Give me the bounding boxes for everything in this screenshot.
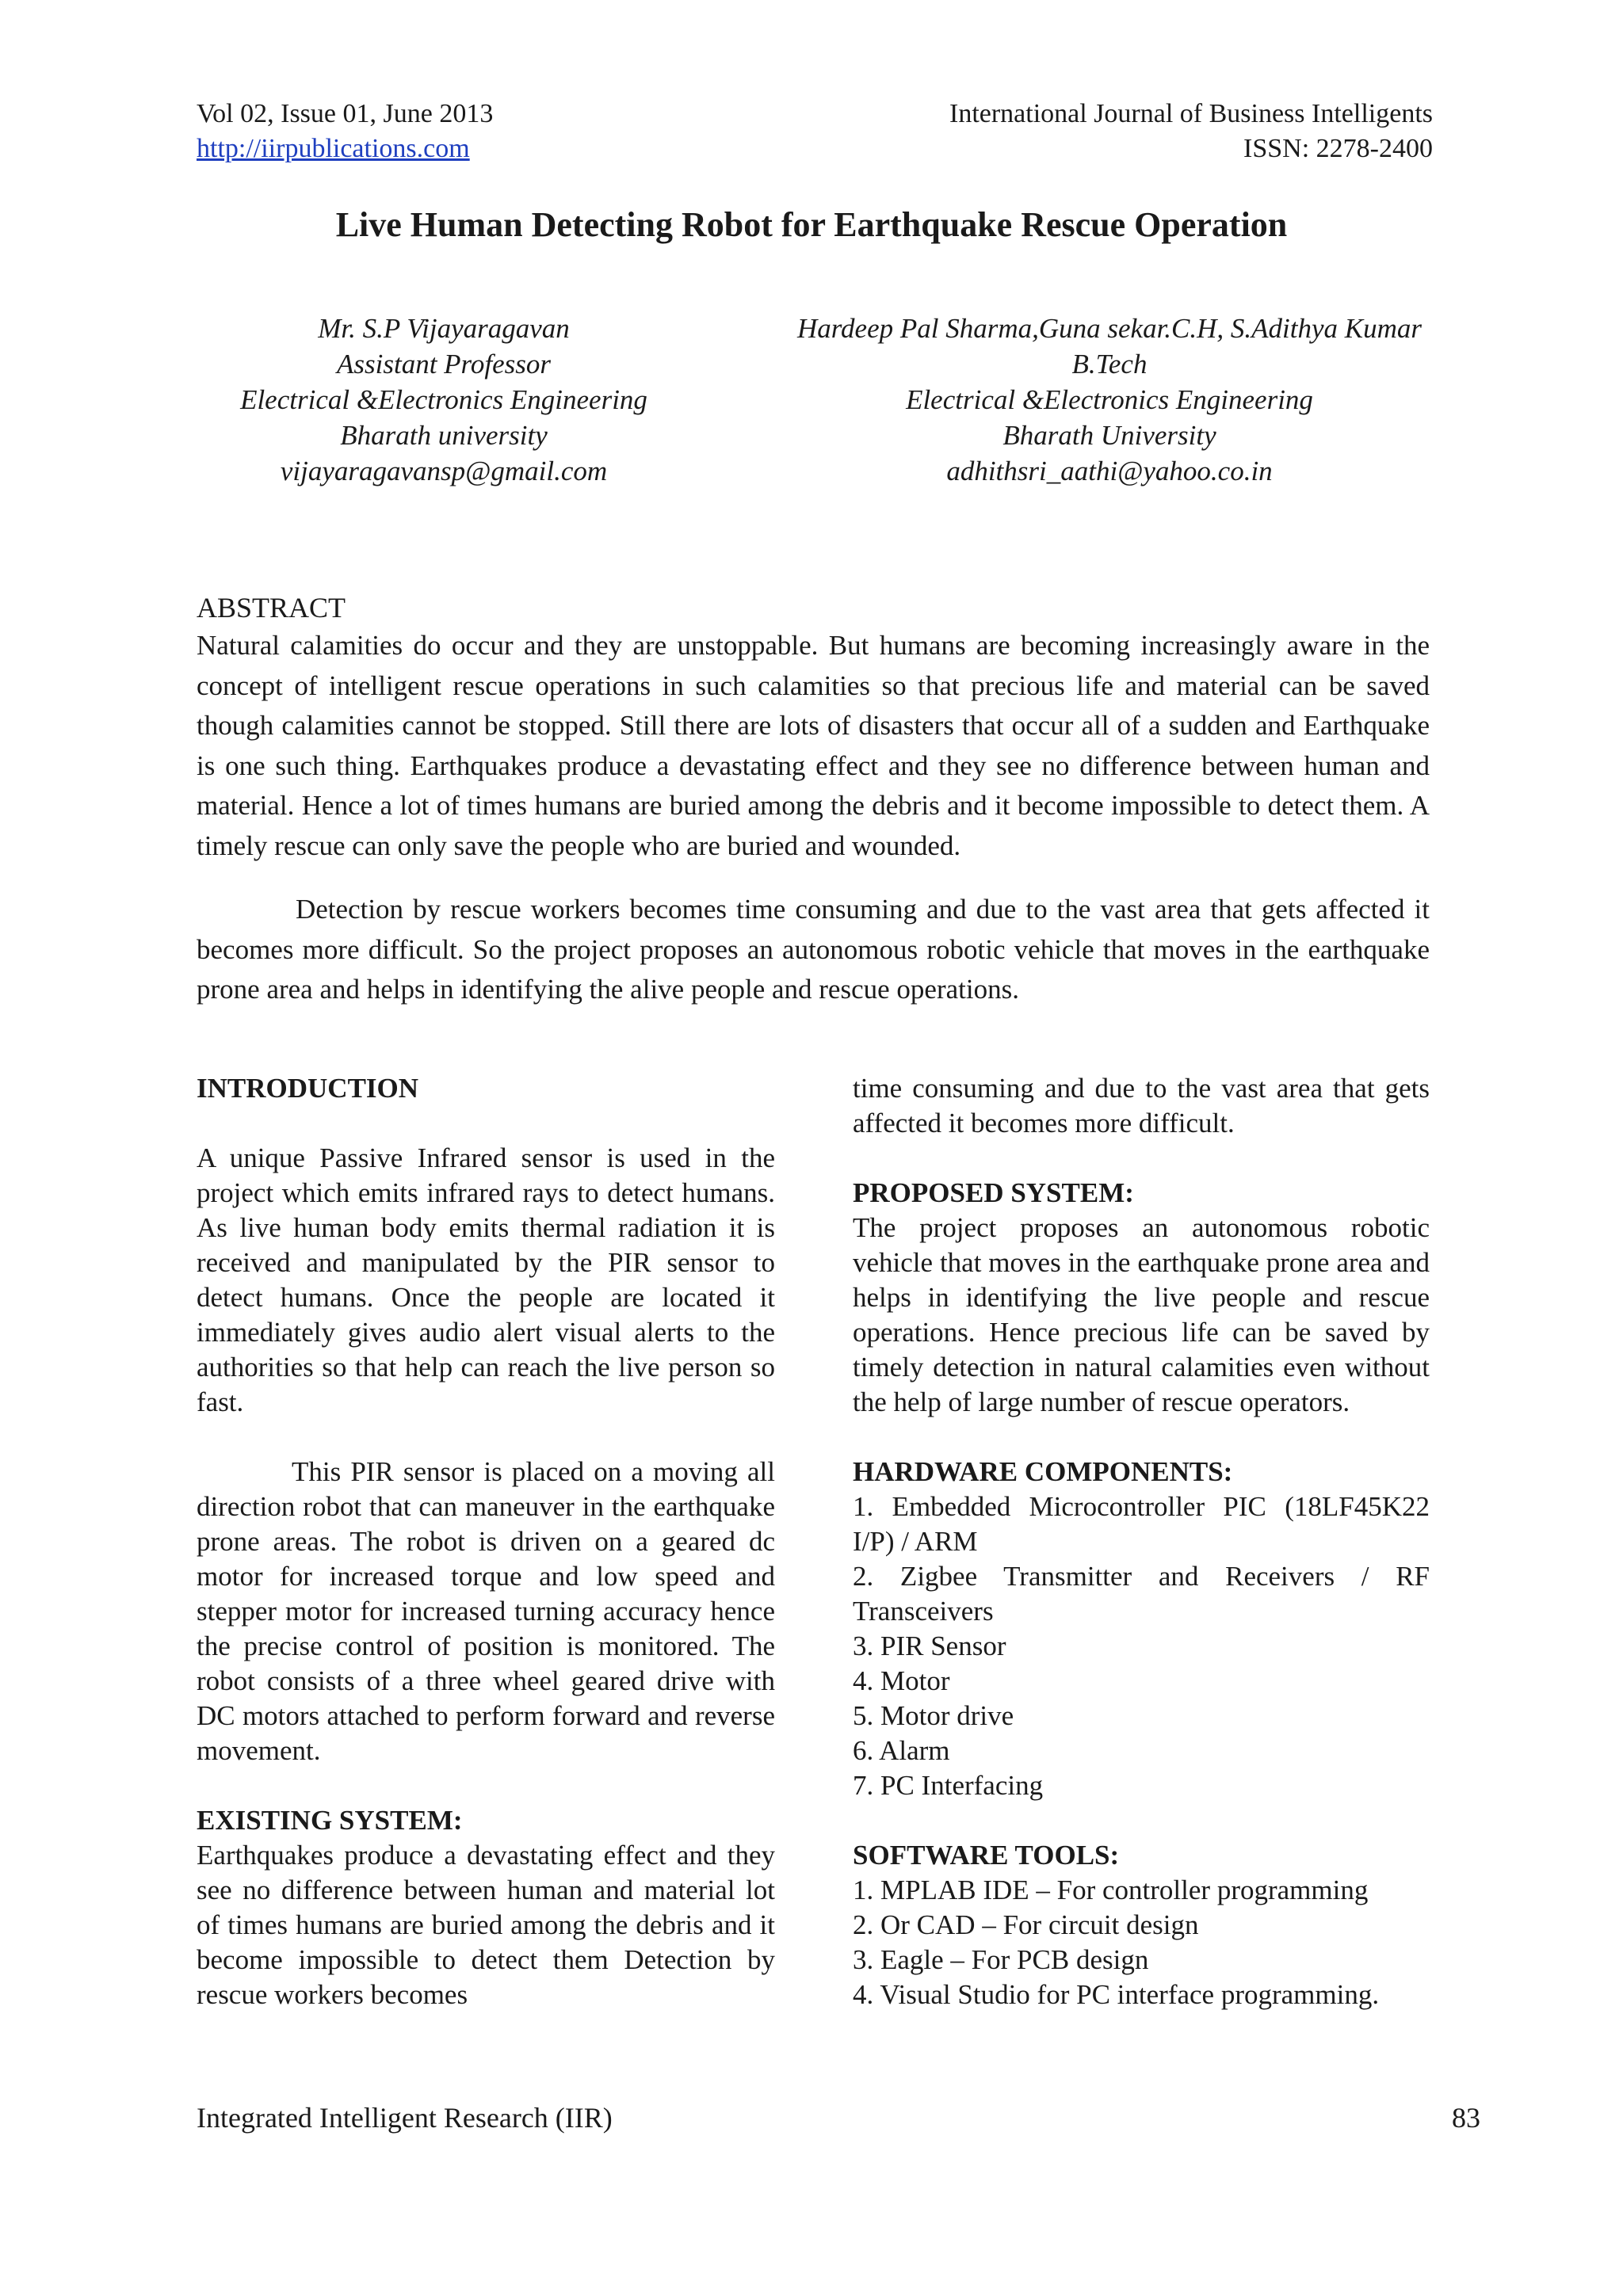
right-column	[853, 1071, 1430, 2012]
author-role: Assistant Professor	[337, 349, 551, 379]
left-column	[197, 1071, 775, 2012]
list-item: 2. Zigbee Transmitter and Receivers / RF Transceivers	[853, 1561, 1430, 1627]
continuation-text: time consuming and due to the vast area that gets affected it becomes more difficult.	[853, 1073, 1430, 1138]
author-block-1	[206, 311, 682, 489]
existing-system-heading: EXISTING SYSTEM:	[197, 1805, 463, 1836]
abstract-paragraph-1: Natural calamities do occur and they are unstoppable. But humans are becoming increasingly aware in the concept of intelligent rescue operations in such calamities so that precious life and material can be saved though calamities cannot be stopped. Still there are lots of disasters that occur all of a sudden and Earthquake is one such thing. Earthquakes produce a devastating effect and they see no difference between human and material. Hence a lot of times humans are buried among the debris and it become impossible to detect them. A timely rescue can only save the people who are buried and wounded.	[197, 630, 1430, 861]
introduction-paragraph-1: A unique Passive Infrared sensor is used in the project which emits infrared rays to detect humans. As live human body emits thermal radiation it is received and manipulated by the PIR sensor to detect humans. Once the people are located it immediately gives audio alert visual alerts to the authorities so that help can reach the live person so fast.	[197, 1142, 775, 1417]
author-email: vijayaragavansp@gmail.com	[280, 456, 608, 486]
footer-publisher: Integrated Intelligent Research (IIR)	[197, 2102, 613, 2134]
existing-system-paragraph: Earthquakes produce a devastating effect and they see no difference between human and material lot of times humans are buried among the debris and it become impossible to detect them Detection by rescue workers becomes	[197, 1840, 775, 2010]
author-university: Bharath University	[1002, 420, 1216, 451]
list-item: 3. PIR Sensor	[853, 1630, 1006, 1661]
author-email: adhithsri_aathi@yahoo.co.in	[946, 456, 1273, 486]
issn: ISSN: 2278-2400	[1243, 134, 1433, 163]
author-university: Bharath university	[340, 420, 548, 451]
list-item: 1. Embedded Microcontroller PIC (18LF45K22 I/P) / ARM	[853, 1491, 1430, 1557]
abstract-paragraph-2: Detection by rescue workers becomes time consuming and due to the vast area that gets affected it becomes more difficult. So the project proposes an autonomous robotic vehicle that moves in the earthquake prone area and helps in identifying the alive people and rescue operations.	[197, 894, 1430, 1005]
hardware-components-list	[853, 1489, 1430, 1803]
list-item: 5. Motor drive	[853, 1700, 1014, 1731]
introduction-paragraph-2: This PIR sensor is placed on a moving all direction robot that can maneuver in the earthquake prone areas. The robot is driven on a geared dc motor for increased torque and low speed and stepper motor for increased turning accuracy hence the precise control of position is monitored. The robot consists of a three wheel geared drive with DC motors attached to perform forward and reverse movement.	[197, 1456, 775, 1766]
page-number: 83	[1452, 2102, 1480, 2134]
proposed-system-paragraph: The project proposes an autonomous robotic vehicle that moves in the earthquake prone area and helps in identifying the live people and rescue operations. Hence precious life can be saved by timely detection in natural calamities even without the help of large number of rescue operators.	[853, 1212, 1430, 1417]
author-name: Hardeep Pal Sharma,Guna sekar.C.H, S.Adithya Kumar	[796, 313, 1423, 344]
abstract-heading: ABSTRACT	[197, 592, 346, 624]
list-item: 6. Alarm	[853, 1735, 950, 1766]
proposed-system-heading: PROPOSED SYSTEM:	[853, 1177, 1134, 1208]
header-right	[949, 97, 1433, 166]
list-item: 4. Motor	[853, 1665, 950, 1696]
hardware-components-heading: HARDWARE COMPONENTS:	[853, 1456, 1233, 1487]
software-tools-heading: SOFTWARE TOOLS:	[853, 1840, 1120, 1871]
list-item: 2. Or CAD – For circuit design	[853, 1909, 1199, 1940]
list-item: 1. MPLAB IDE – For controller programming	[853, 1875, 1369, 1905]
author-dept: Electrical &Electronics Engineering	[240, 384, 647, 415]
volume-info: Vol 02, Issue 01, June 2013	[197, 99, 494, 128]
header-left	[197, 97, 493, 166]
paper-title: Live Human Detecting Robot for Earthquake Rescue Operation	[335, 205, 1288, 244]
list-item: 4. Visual Studio for PC interface programming.	[853, 1979, 1380, 2010]
journal-url-link[interactable]: http://iirpublications.com	[197, 134, 470, 163]
journal-name: International Journal of Business Intelligents	[949, 99, 1433, 128]
list-item: 3. Eagle – For PCB design	[853, 1944, 1149, 1975]
introduction-heading: INTRODUCTION	[197, 1073, 419, 1104]
author-name: Mr. S.P Vijayaragavan	[318, 313, 570, 344]
author-dept: Electrical &Electronics Engineering	[906, 384, 1313, 415]
author-block-2	[713, 311, 1506, 489]
author-role: B.Tech	[1071, 349, 1148, 379]
software-tools-list	[853, 1873, 1430, 2012]
list-item: 7. PC Interfacing	[853, 1770, 1044, 1801]
